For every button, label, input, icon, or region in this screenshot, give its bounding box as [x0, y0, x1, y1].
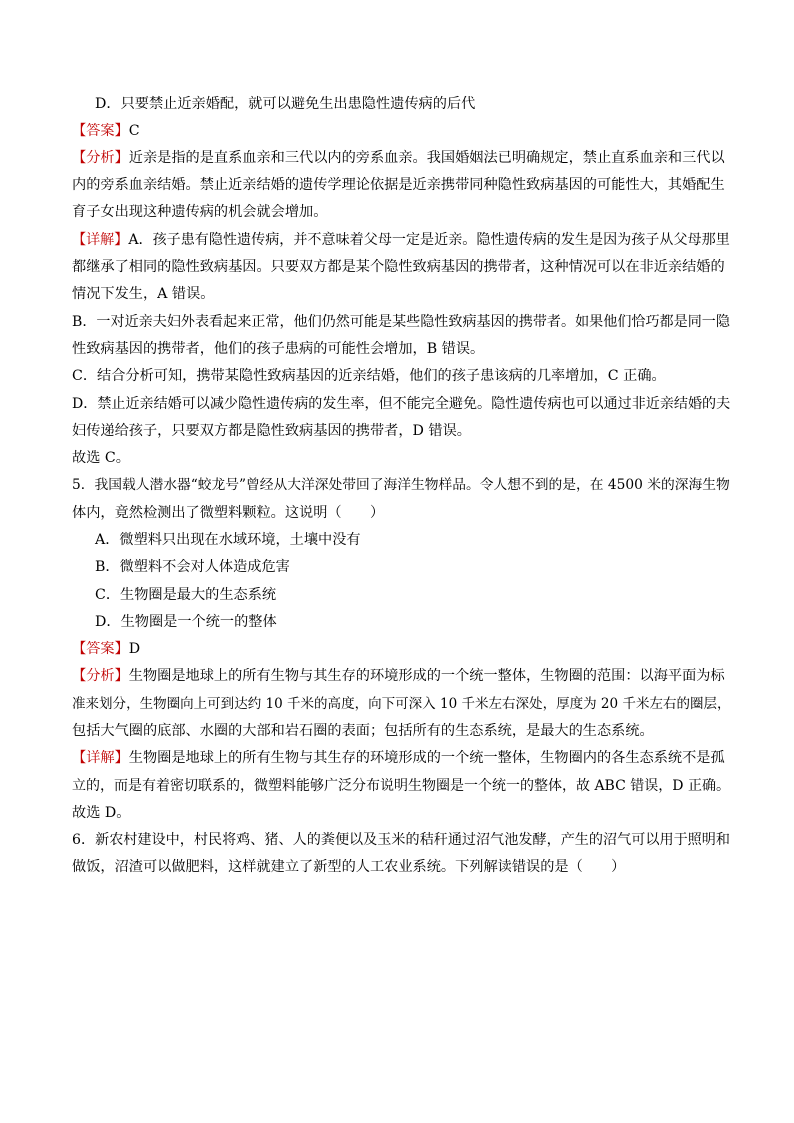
q6-stem-line: 做饭，沼渣可以做肥料，这样就建立了新型的人工农业系统。下列解读错误的是（ ）	[72, 859, 626, 875]
detail-tag: 【详解】	[72, 750, 129, 766]
detail-tag: 【详解】	[72, 232, 129, 248]
q4-detail-line: D．禁止近亲结婚可以减少隐性遗传病的发生率，但不能完全避免。隐性遗传病也可以通过非近亲结婚的夫	[72, 396, 731, 412]
q4-analysis-line: 育子女出现这种遗传病的机会就会增加。	[72, 204, 328, 220]
q4-detail-line: 都继承了相同的隐性致病基因。只要双方都是某个隐性致病基因的携带者，这种情况可以在非近亲结婚的	[72, 259, 725, 275]
q5-option-c: C．生物圈是最大的生态系统	[95, 587, 277, 603]
q5-answer	[72, 640, 140, 658]
q4-answer	[72, 122, 140, 140]
q5-stem-line: 5．我国载人潜水器“蛟龙号”曾经从大洋深处带回了海洋生物样品。令人想不到的是，在 4500 米的深海生物	[72, 477, 730, 493]
q5-option-b: B．微塑料不会对人体造成危害	[95, 559, 290, 575]
analysis-tag: 【分析】	[72, 150, 129, 166]
q5-stem-line: 体内，竟然检测出了微塑料颗粒。这说明（ ）	[72, 505, 385, 521]
q5-analysis-line: 包括大气圈的底部、水圈的大部和岩石圈的表面；包括所有的生态系统，是最大的生态系统。	[72, 723, 654, 739]
q4-detail-line: 妇传递给孩子，只要双方都是隐性致病基因的携带者，D 错误。	[72, 423, 471, 439]
q5-option-a: A．微塑料只出现在水域环境，土壤中没有	[95, 532, 361, 548]
detail-text: A．孩子患有隐性遗传病，并不意味着父母一定是近亲。隐性遗传病的发生是因为孩子从父母那里	[128, 232, 730, 248]
q4-detail-line: 情况下发生，A 错误。	[72, 286, 215, 302]
q5-analysis-line	[72, 667, 725, 685]
answer-tag: 【答案】	[72, 123, 129, 139]
q4-analysis-line: 内的旁系血亲结婚。禁止近亲结婚的遗传学理论依据是近亲携带同种隐性致病基因的可能性大，其婚配生	[72, 177, 725, 193]
q4-option-d: D．只要禁止近亲婚配，就可以避免生出患隐性遗传病的后代	[95, 96, 476, 112]
detail-text: 生物圈是地球上的所有生物与其生存的环境形成的一个统一整体，生物圈内的各生态系统不是孤	[128, 750, 725, 766]
q5-detail-line	[72, 749, 725, 767]
q6-stem-line: 6．新农村建设中，村民将鸡、猪、人的粪便以及玉米的秸秆通过沼气池发酵，产生的沼气可以用于照明和	[72, 832, 731, 848]
q4-detail-line	[72, 231, 730, 249]
analysis-text: 生物圈是地球上的所有生物与其生存的环境形成的一个统一整体，生物圈的范围：以海平面为标	[128, 668, 725, 684]
q5-analysis-line: 准来划分，生物圈向上可到达约 10 千米的高度，向下可深入 10 千米左右深处，厚度为 20 千米左右的圈层，	[72, 696, 731, 712]
answer-value: D	[128, 641, 141, 657]
analysis-tag: 【分析】	[72, 668, 129, 684]
q5-conclusion: 故选 D。	[72, 805, 131, 821]
answer-tag: 【答案】	[72, 641, 129, 657]
q4-analysis-line	[72, 149, 725, 167]
q4-detail-line: B．一对近亲夫妇外表看起来正常，他们仍然可能是某些隐性致病基因的携带者。如果他们恰巧都是同一隐	[72, 314, 730, 330]
q5-detail-line: 立的，而是有着密切联系的，微塑料能够广泛分布说明生物圈是一个统一的整体，故 ABC 错误，D 正确。	[72, 778, 730, 794]
q4-detail-line: 性致病基因的携带者，他们的孩子患病的可能性会增加，B 错误。	[72, 341, 485, 357]
analysis-text: 近亲是指的是直系血亲和三代以内的旁系血亲。我国婚姻法已明确规定，禁止直系血亲和三代以	[128, 150, 725, 166]
q5-option-d: D．生物圈是一个统一的整体	[95, 614, 277, 630]
q4-detail-line: C．结合分析可知，携带某隐性致病基因的近亲结婚，他们的孩子患该病的几率增加，C 正确。	[72, 368, 666, 384]
answer-value: C	[128, 123, 140, 139]
q4-conclusion: 故选 C。	[72, 450, 130, 466]
